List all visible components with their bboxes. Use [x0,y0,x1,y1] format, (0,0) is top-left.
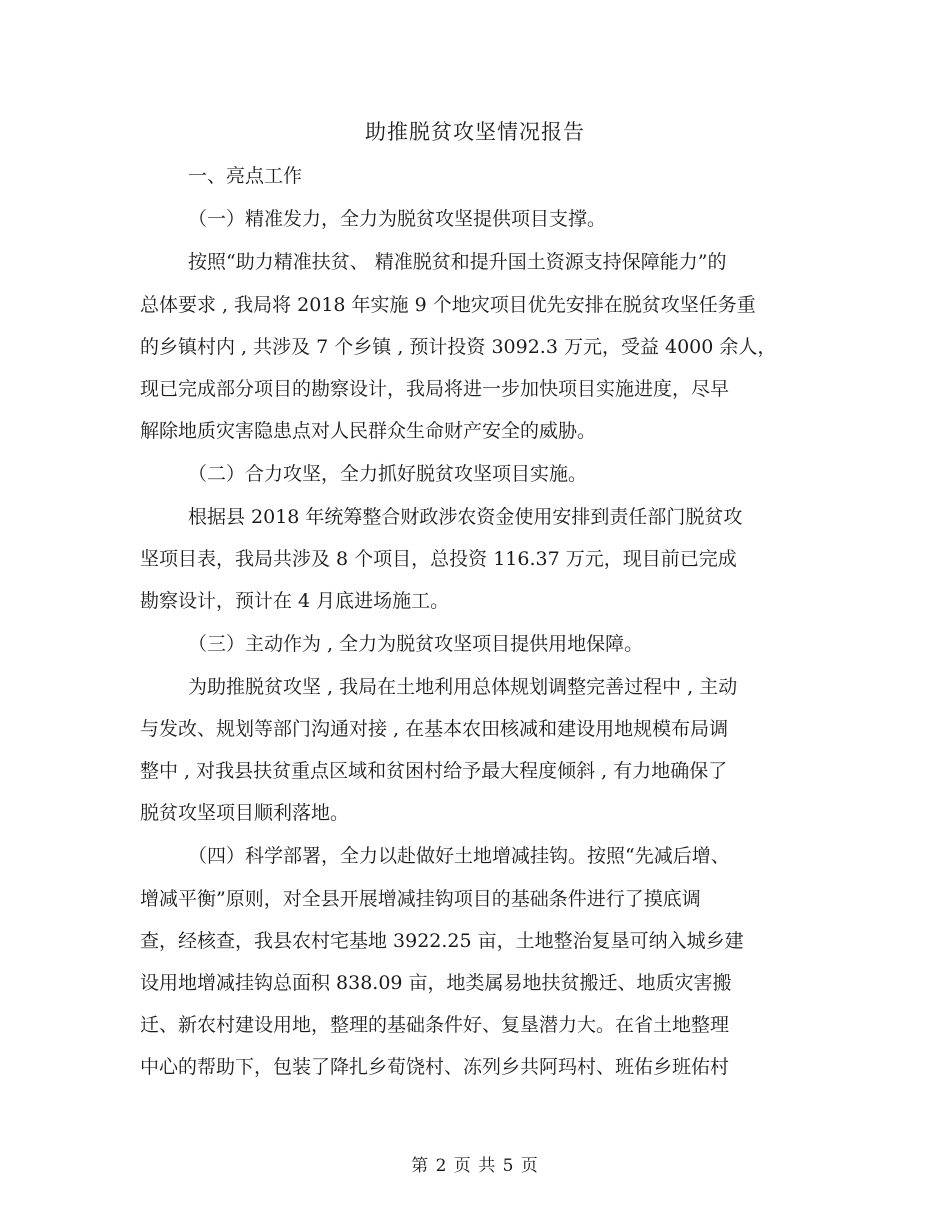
paragraph-line: 坚项目表，我局共涉及 8 个项目，总投资 116.37 万元，现目前已完成 [140,548,737,570]
section-heading: 一、亮点工作 [188,165,303,187]
paragraph-line: 解除地质灾害隐患点对人民群众生命财产安全的威胁。 [140,420,597,442]
paragraph-line: 现已完成部分项目的勘察设计，我局将进一步加快项目实施进度，尽早 [140,378,730,400]
paragraph-line: 增减平衡”原则，对全县开展增减挂钩项目的基础条件进行了摸底调 [140,888,701,910]
paragraph-line: 查，经核查，我县农村宅基地 3922.25 亩，土地整治复垦可纳入城乡建 [140,930,744,952]
paragraph-line: 的乡镇村内 , 共涉及 7 个乡镇 , 预计投资 3092.3 万元，受益 4000 余人， [140,336,777,358]
subsection-heading: （二）合力攻坚，全力抓好脱贫攻坚项目实施。 [188,463,588,485]
paragraph-line: 勘察设计，预计在 4 月底进场施工。 [140,590,450,612]
paragraph-line: 设用地增减挂钩总面积 838.09 亩，地类属易地扶贫搬迁、地质灾害搬 [140,972,732,994]
subsection-heading: （四）科学部署，全力以赴做好土地增减挂钩。按照“先减后增、 [188,845,730,867]
subsection-heading: （一）精准发力，全力为脱贫攻坚提供项目支撑。 [188,208,607,230]
paragraph-line: 为助推脱贫攻坚 , 我局在土地利用总体规划调整完善过程中 , 主动 [188,676,738,698]
subsection-heading: （三）主动作为 , 全力为脱贫攻坚项目提供用地保障。 [188,633,644,655]
paragraph-line: 按照“助力精准扶贫、 精准脱贫和提升国土资源支持保障能力”的 [188,251,727,273]
paragraph-line: 根据县 2018 年统筹整合财政涉农资金使用安排到责任部门脱贫攻 [188,506,743,528]
page-footer: 第 2 页 共 5 页 [411,1156,539,1176]
paragraph-line: 总体要求 , 我局将 2018 年实施 9 个地灾项目优先安排在脱贫攻坚任务重 [140,294,756,316]
document-title: 助推脱贫攻坚情况报告 [365,120,585,144]
paragraph-line: 脱贫攻坚项目顺利落地。 [140,802,350,824]
paragraph-line: 与发改、规划等部门沟通对接 , 在基本农田核减和建设用地规模布局调 [140,718,729,740]
paragraph-line: 中心的帮助下，包装了降扎乡荀饶村、冻列乡共阿玛村、班佑乡班佑村 [140,1056,730,1078]
paragraph-line: 整中 , 对我县扶贫重点区域和贫困村给予最大程度倾斜 , 有力地确保了 [140,760,728,782]
paragraph-line: 迁、新农村建设用地，整理的基础条件好、复垦潜力大。在省土地整理 [140,1014,730,1036]
